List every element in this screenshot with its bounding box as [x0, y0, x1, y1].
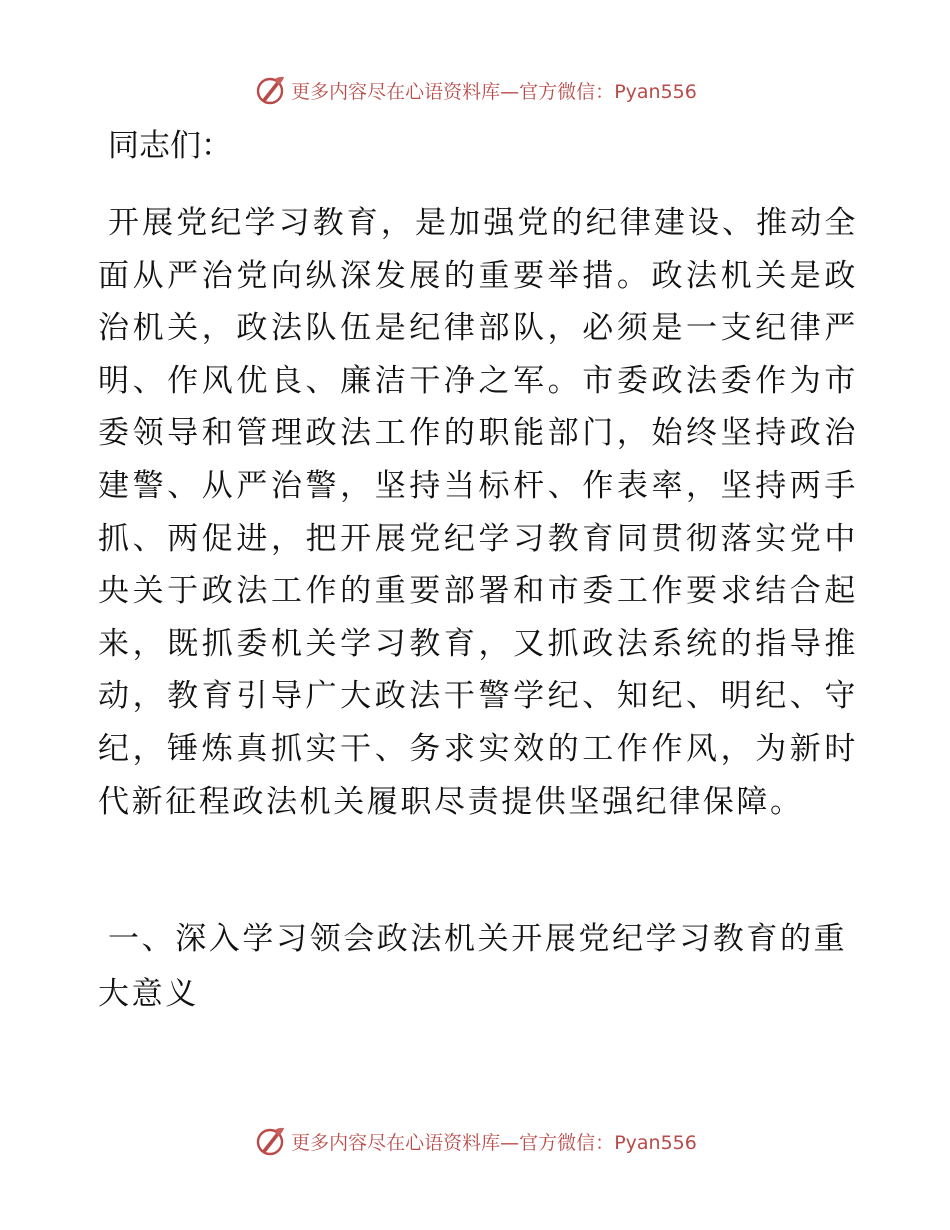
- body-paragraph: 开展党纪学习教育，是加强党的纪律建设、推动全面从严治党向纵深发展的重要举措。政法机关是政治机关，政法队伍是纪律部队，必须是一支纪律严明、作风优良、廉洁干净之军。市委政法委作为市委领导和管理政法工作的职能部门，始终坚持政治建警、从严治警，坚持当标杆、作表率，坚持两手抓、两促进，把开展党纪学习教育同贯彻落实党中央关于政法工作的重要部署和市委工作要求结合起来，既抓委机关学习教育，又抓政法系统的指导推动，教育引导广大政法干警学纪、知纪、明纪、守纪，锤炼真抓实干、务求实效的工作作风，为新时代新征程政法机关履职尽责提供坚强纪律保障。: [98, 205, 858, 820]
- section-heading: 一、深入学习领会政法机关开展党纪学习教育的重大意义: [98, 921, 848, 1012]
- footer-watermark: [0, 1121, 950, 1161]
- header-watermark: [0, 70, 950, 110]
- watermark-text: 更多内容尽在心语资料库—官方微信：Pyan556: [291, 80, 697, 103]
- salutation: 同志们：: [108, 128, 232, 164]
- quill-circle-icon: [253, 73, 287, 107]
- quill-circle-icon: [253, 1124, 287, 1158]
- watermark-text: 更多内容尽在心语资料库—官方微信：Pyan556: [291, 1131, 697, 1154]
